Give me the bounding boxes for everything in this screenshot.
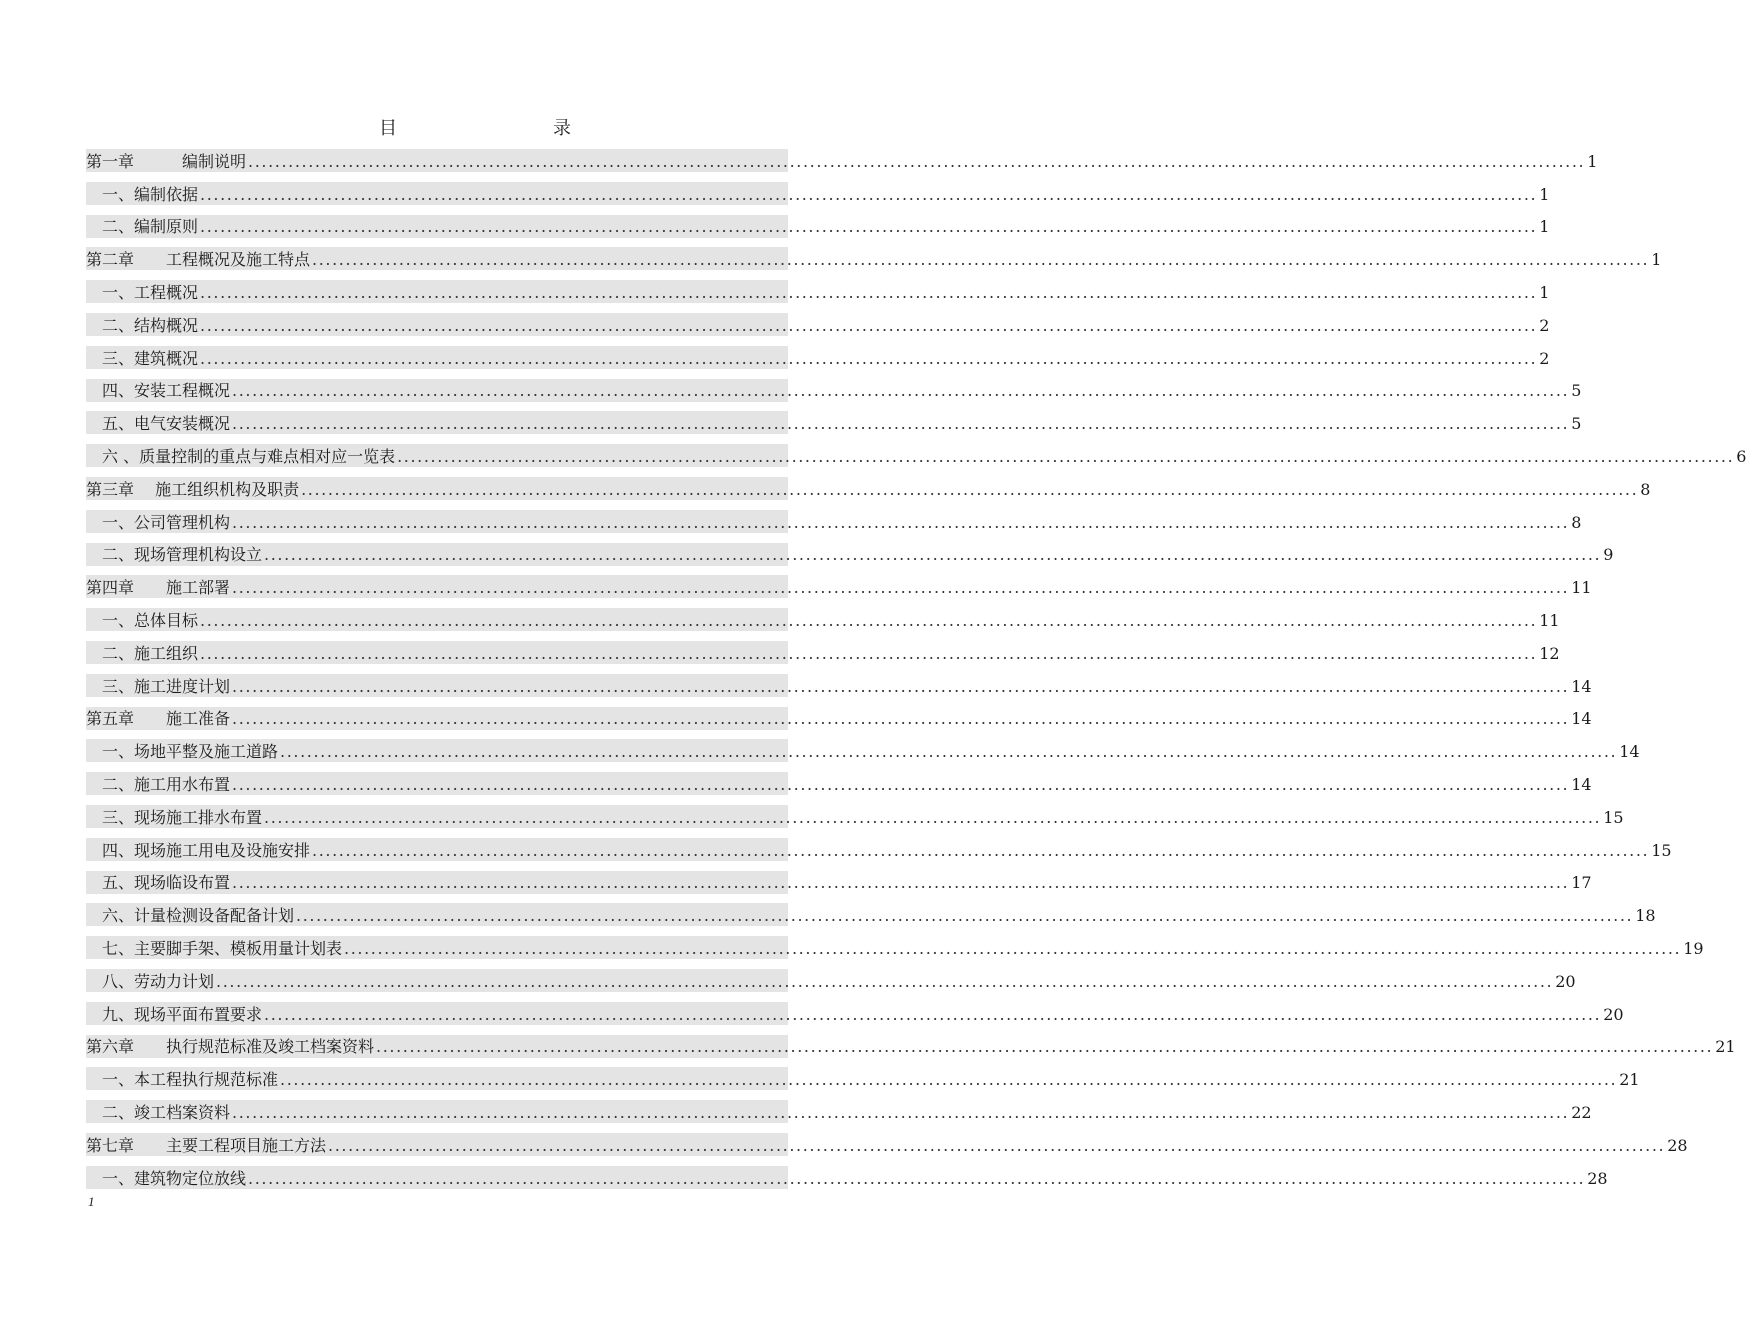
toc-section-entry[interactable] <box>86 1065 1640 1098</box>
toc-title: 目 录 <box>379 118 611 139</box>
toc-entry-leader-dots: ........................................................................................................................................................................................................ <box>344 939 1682 959</box>
toc-entry-page-number: 1 <box>1539 184 1550 204</box>
toc-section-entry[interactable] <box>86 770 1592 803</box>
toc-entry-page-number: 14 <box>1619 742 1640 762</box>
toc-entry-label: 五、电气安装概况 <box>102 414 231 434</box>
toc-entry-page-number: 1 <box>1539 283 1550 303</box>
toc-entry-label: 第二章 工程概况及施工特点 <box>86 250 311 270</box>
toc-entry-leader-dots: ........................................................................................................................................................................................................ <box>248 151 1586 171</box>
toc-entry-label: 四、现场施工用电及设施安排 <box>102 840 311 860</box>
toc-entry-leader-dots: ........................................................................................................................................................................................................ <box>200 611 1538 631</box>
toc-entry-leader-dots: ........................................................................................................................................................................................................ <box>216 971 1554 991</box>
toc-entry-leader-dots: ........................................................................................................................................................................................................ <box>312 250 1650 270</box>
toc-chapter-entry[interactable] <box>86 705 1592 738</box>
toc-section-entry[interactable] <box>86 803 1624 836</box>
toc-entry-leader-dots: ........................................................................................................................................................................................................ <box>232 578 1570 598</box>
toc-section-entry[interactable] <box>86 672 1592 705</box>
toc-entry-page-number: 9 <box>1603 545 1614 565</box>
toc-section-entry[interactable] <box>86 836 1672 869</box>
toc-entry-page-number: 11 <box>1539 611 1560 631</box>
toc-entry-page-number: 11 <box>1571 578 1592 598</box>
toc-entry-leader-dots: ........................................................................................................................................................................................................ <box>264 545 1602 565</box>
toc-chapter-entry[interactable] <box>86 1033 1736 1066</box>
toc-section-entry[interactable] <box>86 508 1582 541</box>
toc-entry-label: 九、现场平面布置要求 <box>102 1004 263 1024</box>
toc-entry-page-number: 1 <box>1587 151 1598 171</box>
toc-entry-leader-dots: ........................................................................................................................................................................................................ <box>312 840 1650 860</box>
toc-entry-leader-dots: ........................................................................................................................................................................................................ <box>264 807 1602 827</box>
toc-section-entry[interactable] <box>86 344 1550 377</box>
toc-entry-label: 二、竣工档案资料 <box>102 1103 231 1122</box>
toc-entry-page-number: 2 <box>1539 348 1550 368</box>
toc-entry-page-number: 20 <box>1555 971 1576 991</box>
toc-entry-page-number: 21 <box>1619 1070 1640 1090</box>
toc-entry-label: 一、编制依据 <box>102 184 199 204</box>
toc-section-entry[interactable] <box>86 409 1582 442</box>
toc-entry-label: 二、施工组织 <box>102 643 199 663</box>
toc-entry-leader-dots: ........................................................................................................................................................................................................ <box>200 217 1538 237</box>
toc-entry-label: 第五章 施工准备 <box>86 709 231 729</box>
toc-entry-label: 一、总体目标 <box>102 611 199 631</box>
toc-chapter-entry[interactable] <box>86 147 1598 180</box>
toc-entry-label: 一、工程概况 <box>102 283 199 303</box>
toc-entry-page-number: 14 <box>1571 709 1592 729</box>
toc-entry-page-number: 17 <box>1571 873 1592 893</box>
toc-entry-label: 一、公司管理机构 <box>102 512 231 532</box>
toc-entry-label: 四、安装工程概况 <box>102 381 231 401</box>
toc-entry-label: 六、计量检测设备配备计划 <box>102 906 295 926</box>
toc-entry-leader-dots: ........................................................................................................................................................................................................ <box>200 348 1538 368</box>
toc-chapter-entry[interactable] <box>86 573 1592 606</box>
toc-entry-label: 二、编制原则 <box>102 217 199 237</box>
toc-entry-leader-dots: ........................................................................................................................................................................................................ <box>200 643 1538 663</box>
toc-entry-label: 七、主要脚手架、模板用量计划表 <box>102 939 343 959</box>
toc-entry-page-number: 8 <box>1640 479 1651 499</box>
toc-entry-leader-dots: ........................................................................................................................................................................................................ <box>200 184 1538 204</box>
toc-entry-page-number: 5 <box>1571 414 1582 434</box>
toc-entry-leader-dots: ........................................................................................................................................................................................................ <box>280 742 1618 762</box>
toc-entry-leader-dots: ........................................................................................................................................................................................................ <box>232 709 1570 729</box>
toc-entry-label: 五、现场临设布置 <box>102 873 231 893</box>
toc-entry-page-number: 20 <box>1603 1004 1624 1024</box>
toc-entry-page-number: 18 <box>1635 906 1656 926</box>
toc-entry-leader-dots: ........................................................................................................................................................................................................ <box>232 676 1570 696</box>
toc-entry-page-number: 1 <box>1651 250 1662 270</box>
toc-entry-label: 三、现场施工排水布置 <box>102 807 263 827</box>
toc-entry-label: 一、本工程执行规范标准 <box>102 1070 279 1090</box>
toc-entry-leader-dots: ........................................................................................................................................................................................................ <box>264 1004 1602 1024</box>
toc-entry-page-number: 15 <box>1603 807 1624 827</box>
toc-entry-label: 二、现场管理机构设立 <box>102 545 263 565</box>
toc-entry-label: 八、劳动力计划 <box>102 971 215 991</box>
toc-entry-label: 二、施工用水布置 <box>102 775 231 795</box>
toc-section-entry[interactable] <box>86 541 1614 574</box>
toc-entry-leader-dots: ........................................................................................................................................................................................................ <box>301 479 1639 499</box>
table-of-contents <box>86 147 1746 1197</box>
toc-entry-page-number: 15 <box>1651 840 1672 860</box>
toc-section-entry[interactable] <box>86 606 1560 639</box>
toc-section-entry[interactable] <box>86 869 1592 902</box>
toc-entry-leader-dots: ........................................................................................................................................................................................................ <box>232 512 1570 532</box>
toc-section-entry[interactable] <box>86 278 1550 311</box>
toc-section-entry[interactable] <box>86 377 1582 410</box>
toc-entry-page-number: 14 <box>1571 775 1592 795</box>
toc-chapter-entry[interactable] <box>86 1131 1688 1164</box>
toc-entry-page-number: 8 <box>1571 512 1582 532</box>
toc-section-entry[interactable] <box>86 311 1550 344</box>
toc-entry-page-number: 2 <box>1539 315 1550 335</box>
toc-entry-leader-dots: ........................................................................................................................................................................................................ <box>232 1103 1570 1122</box>
toc-entry-leader-dots: ........................................................................................................................................................................................................ <box>232 414 1570 434</box>
toc-entry-leader-dots: ........................................................................................................................................................................................................ <box>296 906 1634 926</box>
toc-entry-label: 三、建筑概况 <box>102 348 199 368</box>
toc-entry-leader-dots: ........................................................................................................................................................................................................ <box>232 873 1570 893</box>
toc-entry-leader-dots: ........................................................................................................................................................................................................ <box>376 1037 1714 1057</box>
toc-entry-page-number: 28 <box>1587 1168 1608 1188</box>
toc-entry-page-number: 19 <box>1683 939 1704 959</box>
toc-entry-page-number: 5 <box>1571 381 1582 401</box>
toc-entry-leader-dots: ........................................................................................................................................................................................................ <box>328 1135 1666 1155</box>
toc-entry-page-number: 12 <box>1539 643 1560 663</box>
toc-entry-page-number: 14 <box>1571 676 1592 696</box>
toc-section-entry[interactable] <box>86 213 1550 246</box>
toc-entry-label: 第七章 主要工程项目施工方法 <box>86 1135 327 1155</box>
toc-entry-page-number: 28 <box>1667 1135 1688 1155</box>
toc-entry-page-number: 1 <box>1539 217 1550 237</box>
toc-section-entry[interactable] <box>86 1098 1592 1131</box>
toc-entry-label: 六 、质量控制的重点与难点相对应一览表 <box>102 447 396 467</box>
toc-chapter-entry[interactable] <box>86 245 1662 278</box>
toc-entry-label: 第六章 执行规范标准及竣工档案资料 <box>86 1037 375 1057</box>
toc-section-entry[interactable] <box>86 934 1704 967</box>
toc-section-entry[interactable] <box>86 901 1656 934</box>
toc-entry-label: 第四章 施工部署 <box>86 578 231 598</box>
toc-entry-label: 三、施工进度计划 <box>102 676 231 696</box>
toc-entry-page-number: 22 <box>1571 1103 1592 1122</box>
toc-entry-leader-dots: ........................................................................................................................................................................................................ <box>248 1168 1586 1188</box>
footer-page-number: 1 <box>88 1194 95 1209</box>
toc-entry-leader-dots: ........................................................................................................................................................................................................ <box>200 315 1538 335</box>
toc-entry-leader-dots: ........................................................................................................................................................................................................ <box>232 775 1570 795</box>
toc-entry-label: 二、结构概况 <box>102 315 199 335</box>
toc-section-entry[interactable] <box>86 1000 1624 1033</box>
toc-entry-label: 第三章 施工组织机构及职责 <box>86 479 300 499</box>
toc-entry-leader-dots: ........................................................................................................................................................................................................ <box>232 381 1570 401</box>
toc-section-entry[interactable] <box>86 442 1746 475</box>
toc-entry-page-number: 6 <box>1736 447 1746 467</box>
toc-entry-leader-dots: ........................................................................................................................................................................................................ <box>397 447 1735 467</box>
toc-section-entry[interactable] <box>86 180 1550 213</box>
toc-entry-label: 一、场地平整及施工道路 <box>102 742 279 762</box>
toc-entry-label: 一、建筑物定位放线 <box>102 1168 247 1188</box>
toc-entry-label: 第一章 编制说明 <box>86 151 247 171</box>
toc-section-entry[interactable] <box>86 737 1640 770</box>
toc-chapter-entry[interactable] <box>86 475 1651 508</box>
toc-entry-leader-dots: ........................................................................................................................................................................................................ <box>200 283 1538 303</box>
toc-section-entry[interactable] <box>86 1164 1608 1197</box>
toc-entry-leader-dots: ........................................................................................................................................................................................................ <box>280 1070 1618 1090</box>
toc-section-entry[interactable] <box>86 639 1560 672</box>
toc-section-entry[interactable] <box>86 967 1576 1000</box>
toc-entry-page-number: 21 <box>1715 1037 1736 1057</box>
